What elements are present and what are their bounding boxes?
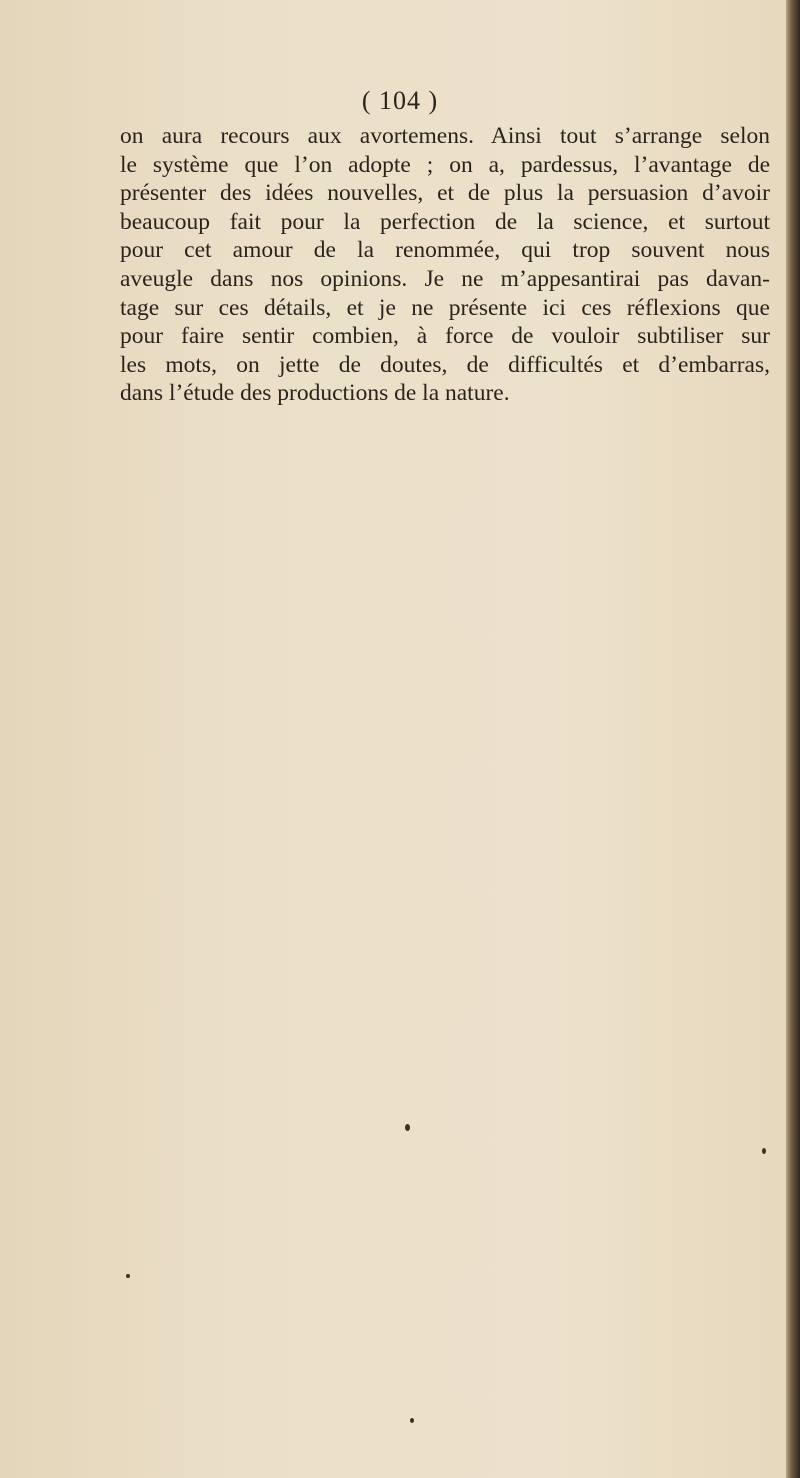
text-line: on aura recours aux avortemens. Ainsi tout s’arrange selon [120,123,770,149]
text-line: le système que l’on adopte ; on a, pardessus, l’avantage de [120,151,770,178]
text-line: présenter des idées nouvelles, et de plus la persuasion d’avoir [120,180,770,207]
paper-speck [410,1418,414,1423]
paper-speck [762,1148,766,1154]
page-edge-shadow [786,0,800,1478]
body-paragraph [120,122,770,408]
text-line: dans l’étude des productions de la nature. [120,380,510,407]
text-line: tage sur ces détails, et je ne présente ici ces réflexions que [120,294,770,321]
text-line: beaucoup fait pour la perfection de la science, et surtout [120,208,770,235]
page-number: ( 104 ) [361,86,439,115]
text-line: aveugle dans nos opinions. Je ne m’appesantirai pas davan- [120,265,770,292]
paper-speck [126,1274,130,1278]
paper-speck [405,1124,410,1131]
text-line: pour cet amour de la renommée, qui trop souvent nous [120,237,770,264]
text-line: pour faire sentir combien, à force de vouloir subtiliser sur [120,323,770,350]
text-line: les mots, on jette de doutes, de difficultés et d’embarras, [120,351,770,378]
